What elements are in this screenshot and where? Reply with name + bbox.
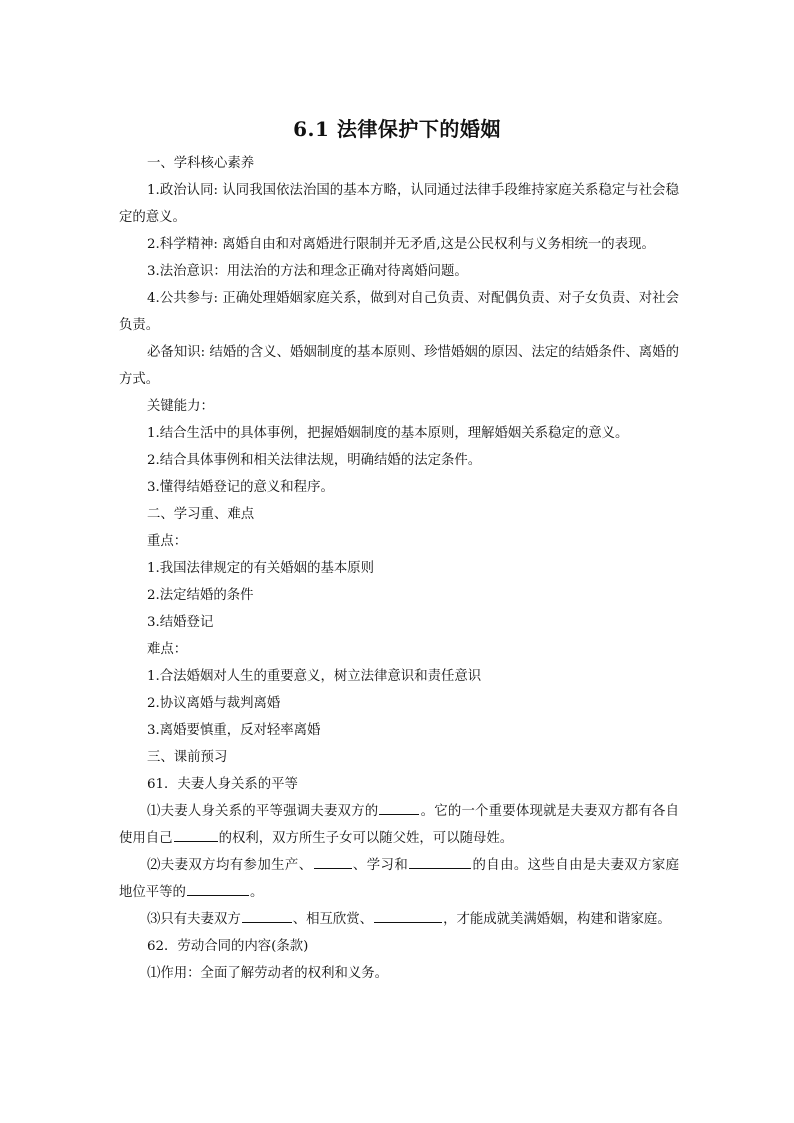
paragraph: 3.结婚登记 bbox=[147, 615, 214, 630]
paragraph: ⑴作用：全面了解劳动者的权利和义务。 bbox=[147, 966, 389, 981]
paragraph: 2.结合具体事例和相关法律法规，明确结婚的法定条件。 bbox=[147, 453, 482, 468]
question-heading: 61．夫妻人身关系的平等 bbox=[147, 777, 298, 792]
answer-blank[interactable] bbox=[379, 800, 419, 815]
fill-in-item bbox=[119, 906, 679, 933]
section-heading: 二、学习重、难点 bbox=[147, 507, 255, 522]
page-title: 6.1 法律保护下的婚姻 bbox=[293, 117, 501, 141]
answer-blank[interactable] bbox=[409, 854, 471, 869]
paragraph: 必备知识: 结婚的含义、婚姻制度的基本原则、珍惜婚姻的原因、法定的结婚条件、离婚的方式。 bbox=[119, 345, 679, 387]
fill-text: ⑵夫妻双方均有参加生产、 bbox=[147, 858, 313, 873]
paragraph: 3.懂得结婚登记的意义和程序。 bbox=[147, 480, 334, 495]
fill-text: ⑴夫妻人身关系的平等强调夫妻双方的 bbox=[147, 804, 379, 819]
paragraph: 3.法治意识：用法治的方法和理念正确对待离婚问题。 bbox=[147, 264, 468, 279]
fill-text: 的自由。这些自由是夫妻双方家庭地位平等的 bbox=[119, 858, 680, 900]
section-heading: 三、课前预习 bbox=[147, 750, 228, 765]
answer-blank[interactable] bbox=[187, 881, 249, 896]
paragraph: 2.法定结婚的条件 bbox=[147, 588, 254, 603]
paragraph: 1.我国法律规定的有关婚姻的基本原则 bbox=[147, 561, 375, 576]
answer-blank[interactable] bbox=[174, 827, 218, 842]
paragraph: 2.协议离婚与裁判离婚 bbox=[147, 696, 281, 711]
paragraph: 2.科学精神: 离婚自由和对离婚进行限制并无矛盾,这是公民权利与义务相统一的表现。 bbox=[147, 237, 655, 252]
paragraph: 3.离婚要慎重，反对轻率离婚 bbox=[147, 723, 321, 738]
fill-text: ，才能成就美满婚姻，构建和谐家庭。 bbox=[443, 912, 671, 927]
paragraph: 1.结合生活中的具体事例，把握婚姻制度的基本原则，理解婚姻关系稳定的意义。 bbox=[147, 426, 629, 441]
fill-in-item bbox=[119, 798, 679, 852]
fill-text: 、学习和 bbox=[352, 858, 409, 873]
fill-text: ⑶只有夫妻双方 bbox=[147, 912, 241, 927]
fill-in-item bbox=[119, 852, 679, 906]
paragraph: 1.政治认同: 认同我国依法治国的基本方略，认同通过法律手段维持家庭关系稳定与社会稳定的意义。 bbox=[119, 183, 679, 225]
paragraph: 难点： bbox=[147, 642, 188, 657]
paragraph: 1.合法婚姻对人生的重要意义，树立法律意识和责任意识 bbox=[147, 669, 482, 684]
fill-text: 。 bbox=[249, 885, 264, 900]
paragraph: 4.公共参与: 正确处理婚姻家庭关系，做到对自己负责、对配偶负责、对子女负责、对社会负责。 bbox=[119, 291, 679, 333]
document-body bbox=[119, 150, 679, 987]
answer-blank[interactable] bbox=[242, 908, 292, 923]
section-heading: 一、学科核心素养 bbox=[147, 156, 255, 171]
answer-blank[interactable] bbox=[314, 854, 352, 869]
fill-text: 、相互欣赏、 bbox=[292, 912, 374, 927]
question-heading: 62．劳动合同的内容(条款) bbox=[147, 939, 309, 954]
answer-blank[interactable] bbox=[374, 908, 442, 923]
fill-text: 的权利，双方所生子女可以随父姓，可以随母姓。 bbox=[218, 831, 514, 846]
fill-text: 。它的一个重要体现就是夫妻双方都有各自使用自己 bbox=[119, 804, 680, 846]
paragraph: 重点： bbox=[147, 534, 188, 549]
paragraph: 关键能力： bbox=[147, 399, 214, 414]
